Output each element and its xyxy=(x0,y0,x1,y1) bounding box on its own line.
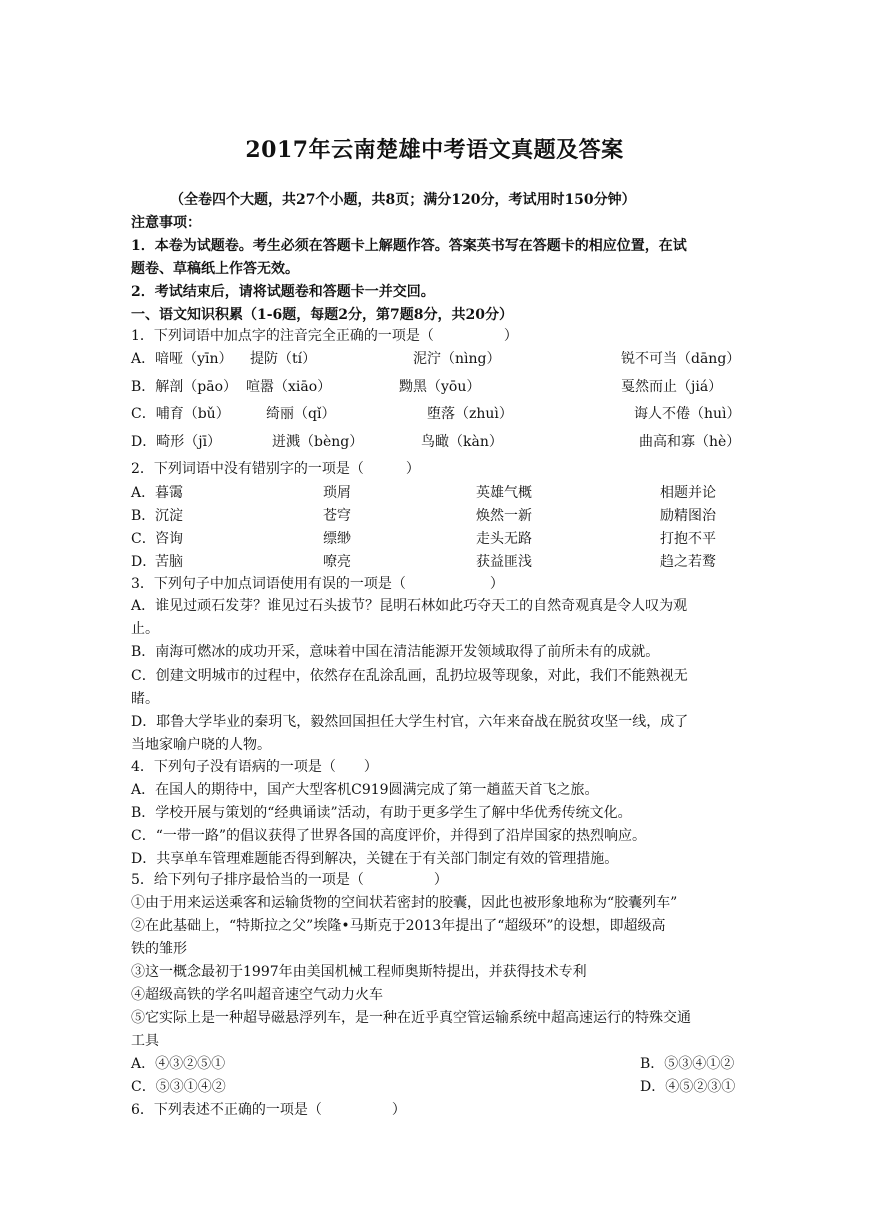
q1-option-d-word4: 曲高和寡（hè） xyxy=(639,434,741,450)
q3-option-a: A．谁见过顽石发芽？谁见过石头拔节？昆明石林如此巧夺天工的自然奇观真是令人叹为观 xyxy=(131,598,688,614)
q2-option-d-word2: 嘹亮 xyxy=(323,554,351,570)
q3-option-a-cont: 止。 xyxy=(131,621,159,637)
q2-option-b-word3: 焕然一新 xyxy=(476,508,532,524)
page-title: 2017年云南楚雄中考语文真题及答案 xyxy=(245,137,624,163)
q1-option-d-word1: D．畸形（jī） xyxy=(131,434,222,450)
q1-option-d-word2: 迸溅（bèng） xyxy=(272,434,364,450)
q2-option-a-word2: 琐屑 xyxy=(323,485,351,501)
q3-option-d-cont: 当地家喻户晓的人物。 xyxy=(131,737,271,753)
q5-sentence-2-cont: 铁的雏形 xyxy=(131,941,187,957)
question-3-stem: 3．下列句子中加点词语使用有误的一项是（ ） xyxy=(131,576,504,592)
section-heading-1: 一、语文知识积累（1-6题，每题2分，第7题8分，共20分） xyxy=(131,307,513,323)
notice-heading: 注意事项： xyxy=(131,215,201,231)
question-2-stem: 2．下列词语中没有错别字的一项是（ ） xyxy=(131,461,420,477)
q2-option-d-word3: 获益匪浅 xyxy=(476,554,532,570)
q1-option-b-word4: 戛然而止（jiá） xyxy=(621,379,723,395)
q1-option-d-word3: 鸟瞰（kàn） xyxy=(421,434,503,450)
q2-option-c-word3: 走头无路 xyxy=(476,531,532,547)
q2-option-d-letter: D． xyxy=(131,554,157,570)
q4-option-c: C．“一带一路”的倡议获得了世界各国的高度评价，并得到了沿岸国家的热烈响应。 xyxy=(131,828,647,844)
q2-option-d-word1: 苦脑 xyxy=(155,554,183,570)
question-1-stem: 1．下列词语中加点字的注音完全正确的一项是（ ） xyxy=(131,328,518,344)
question-4-stem: 4．下列句子没有语病的一项是（ ） xyxy=(131,759,378,775)
q3-option-c-cont: 睹。 xyxy=(131,691,159,707)
q4-option-a: A．在国人的期待中，国产大型客机C919圆满完成了第一趟蓝天首飞之旅。 xyxy=(131,782,599,798)
q2-option-a-word1: 暮霭 xyxy=(155,485,183,501)
notice-item-1: 1．本卷为试题卷。考生必须在答题卡上解题作答。答案英书写在答题卡的相应位置，在试 xyxy=(131,238,687,254)
q5-sentence-5: ⑤它实际上是一种超导磁悬浮列车，是一种在近乎真空管运输系统中超高速运行的特殊交通 xyxy=(131,1010,691,1026)
q5-option-b: B．⑤③④①② xyxy=(640,1056,735,1072)
q1-option-b-word3: 黝黑（yōu） xyxy=(399,379,481,395)
q1-option-c-word1: C．哺育（bǔ） xyxy=(131,406,230,422)
q2-option-c-letter: C． xyxy=(131,531,156,547)
q1-option-b-word2: 喧嚣（xiāo） xyxy=(246,379,332,395)
notice-item-2: 2．考试结束后，请将试题卷和答题卡一并交回。 xyxy=(131,284,435,300)
question-6-stem: 6．下列表述不正确的一项是（ ） xyxy=(131,1102,406,1118)
q5-sentence-5-cont: 工具 xyxy=(131,1033,159,1049)
q5-sentence-3: ③这一概念最初于1997年由美国机械工程师奥斯特提出，并获得技术专利 xyxy=(131,964,587,980)
q5-sentence-4: ④超级高铁的学名叫超音速空气动力火车 xyxy=(131,987,383,1003)
q5-sentence-1: ①由于用来运送乘客和运输货物的空间状若密封的胶囊，因此也被形象地称为“胶囊列车” xyxy=(131,895,678,911)
q2-option-a-word4: 相题并论 xyxy=(660,485,716,501)
q2-option-c-word1: 咨询 xyxy=(155,531,183,547)
q5-sentence-2: ②在此基础上，“特斯拉之父”埃隆•马斯克于2013年提出了“超级环”的设想，即超级高 xyxy=(131,918,666,934)
q3-option-d: D．耶鲁大学毕业的秦玥飞，毅然回国担任大学生村官，六年来奋战在脱贫攻坚一线，成了 xyxy=(131,714,689,730)
q1-option-c-word2: 绮丽（qǐ） xyxy=(266,406,336,422)
q2-option-c-word2: 缥缈 xyxy=(323,531,351,547)
q4-option-b: B．学校开展与策划的“经典诵读”活动，有助于更多学生了解中华优秀传统文化。 xyxy=(131,805,632,821)
notice-item-1-cont: 题卷、草稿纸上作答无效。 xyxy=(131,261,299,277)
q2-option-a-word3: 英雄气概 xyxy=(476,485,532,501)
q2-option-b-word4: 励精图治 xyxy=(660,508,716,524)
q1-option-a-word1: A．喑哑（yīn） xyxy=(131,351,233,367)
exam-info: （全卷四个大题，共27个小题，共8页；满分120分，考试用时150分钟） xyxy=(170,192,636,208)
q2-option-c-word4: 打抱不平 xyxy=(660,531,716,547)
q2-option-b-word2: 苍穹 xyxy=(323,508,351,524)
q3-option-c: C．创建文明城市的过程中，依然存在乱涂乱画，乱扔垃圾等现象，对此，我们不能熟视无 xyxy=(131,668,688,684)
q2-option-a-letter: A． xyxy=(131,485,156,501)
q2-option-d-word4: 趋之若鹜 xyxy=(660,554,716,570)
q5-option-c: C．⑤③①④② xyxy=(131,1079,226,1095)
question-5-stem: 5．给下列句子排序最恰当的一项是（ ） xyxy=(131,872,448,888)
q1-option-a-word4: 锐不可当（dāng） xyxy=(621,351,741,367)
q1-option-a-word3: 泥泞（nìng） xyxy=(413,351,501,367)
q2-option-b-word1: 沉淀 xyxy=(155,508,183,524)
q1-option-c-word3: 堕落（zhuì） xyxy=(427,406,513,422)
q3-option-b: B．南海可燃冰的成功开采，意味着中国在清洁能源开发领域取得了前所未有的成就。 xyxy=(131,644,660,660)
q2-option-b-letter: B． xyxy=(131,508,156,524)
q5-option-a: A．④③②⑤① xyxy=(131,1056,226,1072)
q5-option-d: D．④⑤②③① xyxy=(640,1079,736,1095)
q1-option-c-word4: 诲人不倦（huì） xyxy=(634,406,741,422)
q4-option-d: D．共享单车管理难题能否得到解决，关键在于有关部门制定有效的管理措施。 xyxy=(131,851,619,867)
q1-option-b-word1: B．解剖（pāo） xyxy=(131,379,238,395)
q1-option-a-word2: 提防（tí） xyxy=(250,351,317,367)
